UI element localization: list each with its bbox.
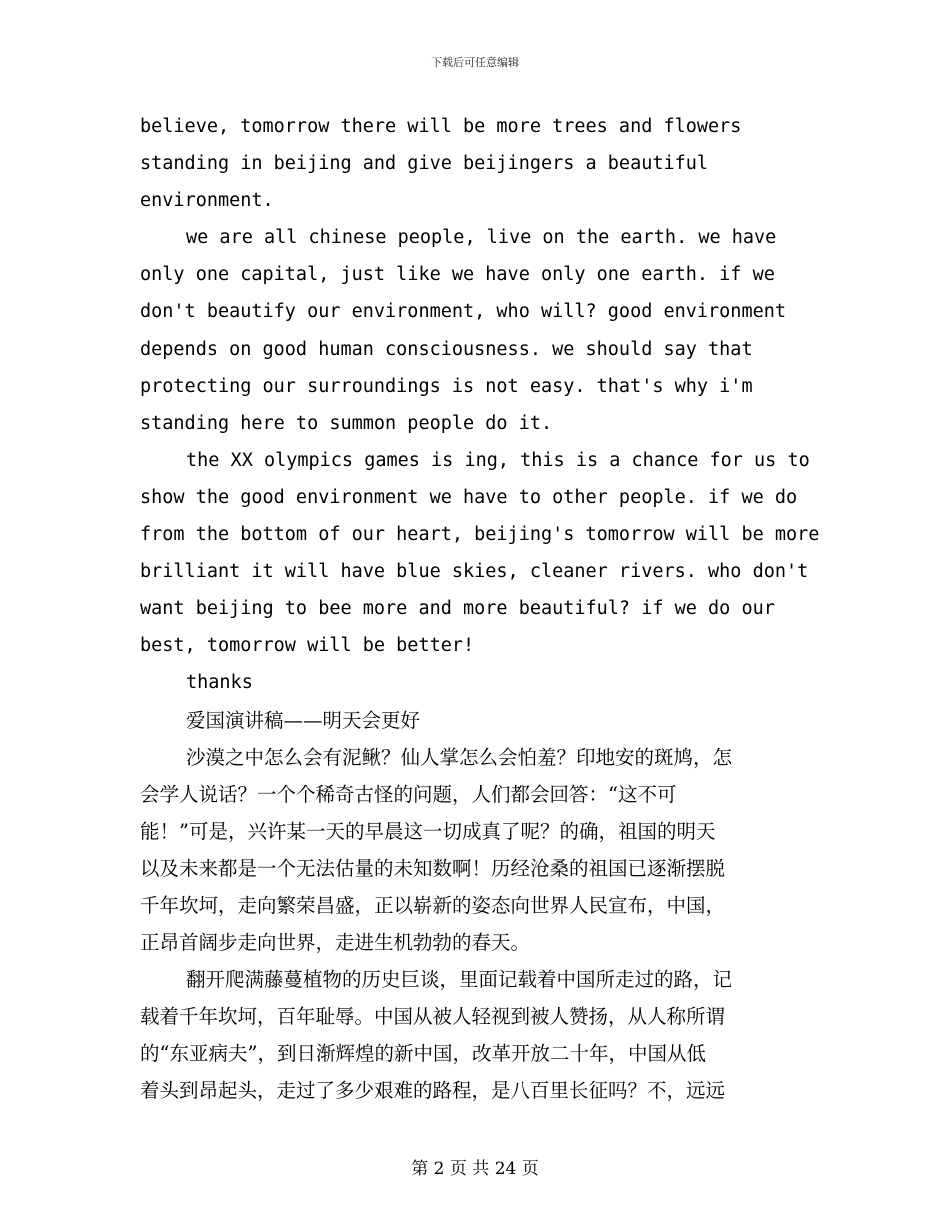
text-line: 翻开爬满藤蔓植物的历史巨谈，里面记载着中国所走过的路，记 — [186, 968, 733, 992]
text-line: 的“东亚病夫”，到日渐辉煌的新中国，改革开放二十年，中国从低 — [140, 1042, 706, 1066]
text-line: 以及未来都是一个无法估量的未知数啊！历经沧桑的祖国已逐渐摆脱 — [140, 856, 726, 880]
text-line: believe, tomorrow there will be more trees and flowers — [140, 116, 742, 137]
text-line: 沙漠之中怎么会有泥鳅？仙人掌怎么会怕羞？印地安的斑鸠，怎 — [186, 745, 733, 769]
text-line: 能！”可是，兴许某一天的早晨这一切成真了呢？的确，祖国的明天 — [140, 819, 716, 843]
text-line: 正昂首阔步走向世界，走进生机勃勃的春天。 — [140, 931, 531, 955]
paragraph — [140, 219, 820, 442]
paragraph — [140, 108, 820, 219]
text-line: environment. — [140, 190, 274, 212]
text-line: standing here to summon people do it. — [140, 412, 553, 434]
text-line: thanks — [186, 672, 253, 694]
text-line: standing in beijing and give beijingers a beautiful — [140, 153, 709, 175]
text-line: want beijing to bee more and more beautiful? if we do our — [140, 598, 775, 620]
text-line: only one capital, just like we have only one earth. if we — [140, 264, 775, 286]
paragraph — [140, 664, 820, 701]
paragraph — [140, 702, 820, 739]
text-line: the XX olympics games is ing, this is a chance for us to — [186, 449, 810, 471]
paragraph — [140, 442, 820, 665]
text-line: 爱国演讲稿——明天会更好 — [186, 708, 421, 732]
text-line: show the good environment we have to other people. if we do — [140, 486, 798, 508]
document-body — [140, 108, 820, 1110]
text-line: don't beautify our environment, who will? good environment — [140, 301, 787, 323]
text-line: brilliant it will have blue skies, cleaner rivers. who don't — [140, 561, 809, 583]
text-line: protecting our surroundings is not easy. that's why i'm — [140, 375, 753, 397]
page-number-footer: 第 2 页 共 24 页 — [411, 1159, 539, 1179]
text-line: 会学人说话？一个个稀奇古怪的问题，人们都会回答：“这不可 — [140, 782, 677, 806]
paragraph — [140, 961, 820, 1109]
paragraph — [140, 739, 820, 962]
text-line: we are all chinese people, live on the earth. we have — [186, 227, 777, 249]
text-line: depends on good human consciousness. we should say that — [140, 338, 753, 360]
text-line: 载着千年坎坷，百年耻辱。中国从被人轻视到被人赞扬，从人称所谓 — [140, 1005, 726, 1029]
text-line: best, tomorrow will be better! — [140, 635, 475, 657]
text-line: 千年坎坷，走向繁荣昌盛，正以崭新的姿态向世界人民宣布，中国， — [140, 893, 726, 917]
text-line: 着头到昂起头，走过了多少艰难的路程，是八百里长征吗？不，远远 — [140, 1079, 726, 1103]
text-line: from the bottom of our heart, beijing's tomorrow will be more — [140, 524, 820, 546]
page-header-note: 下载后可任意编辑 — [431, 56, 519, 69]
